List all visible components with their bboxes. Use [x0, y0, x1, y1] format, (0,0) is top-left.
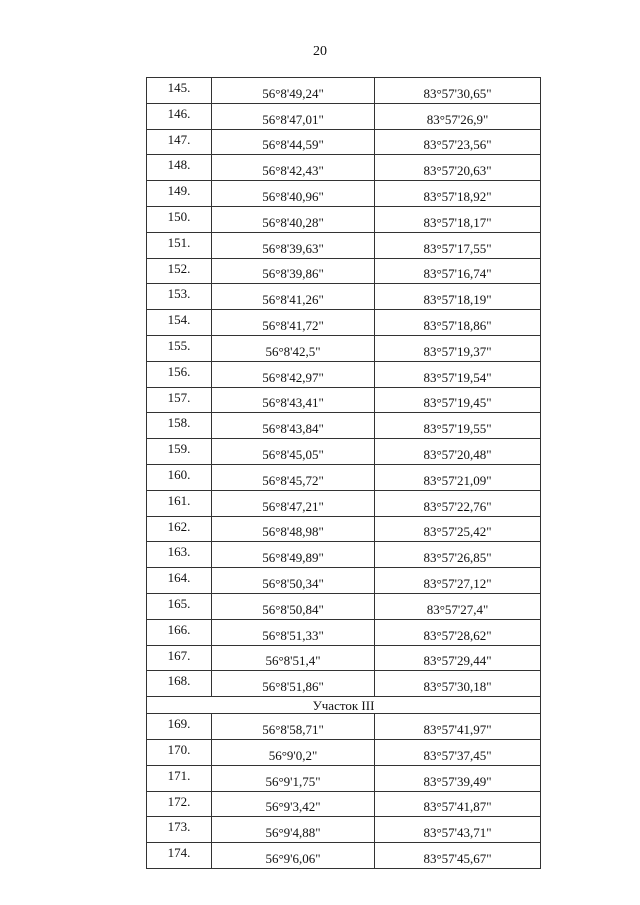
point-number: 169.	[147, 714, 212, 740]
latitude-cell: 56°8'51,86"	[212, 671, 375, 697]
latitude-cell: 56°8'42,97"	[212, 361, 375, 387]
latitude-cell: 56°9'0,2"	[212, 739, 375, 765]
table-row	[147, 284, 541, 310]
point-number: 154.	[147, 310, 212, 336]
point-number: 146.	[147, 103, 212, 129]
table-row	[147, 413, 541, 439]
table-row	[147, 464, 541, 490]
table-row	[147, 568, 541, 594]
longitude-cell: 83°57'28,62"	[375, 619, 541, 645]
table-row	[147, 619, 541, 645]
longitude-cell: 83°57'39,49"	[375, 765, 541, 791]
point-number: 170.	[147, 739, 212, 765]
latitude-cell: 56°8'49,89"	[212, 542, 375, 568]
longitude-cell: 83°57'20,63"	[375, 155, 541, 181]
latitude-cell: 56°8'51,33"	[212, 619, 375, 645]
table-row	[147, 258, 541, 284]
point-number: 160.	[147, 464, 212, 490]
page-number: 20	[313, 44, 327, 59]
point-number: 164.	[147, 568, 212, 594]
latitude-cell: 56°8'49,24"	[212, 78, 375, 104]
latitude-cell: 56°8'48,98"	[212, 516, 375, 542]
latitude-cell: 56°9'4,88"	[212, 817, 375, 843]
point-number: 147.	[147, 129, 212, 155]
point-number: 159.	[147, 439, 212, 465]
table-row	[147, 817, 541, 843]
coordinates-table-body	[147, 78, 541, 869]
longitude-cell: 83°57'19,45"	[375, 387, 541, 413]
latitude-cell: 56°8'41,72"	[212, 310, 375, 336]
table-row	[147, 129, 541, 155]
longitude-cell: 83°57'18,86"	[375, 310, 541, 336]
table-row	[147, 335, 541, 361]
longitude-cell: 83°57'21,09"	[375, 464, 541, 490]
table-row	[147, 155, 541, 181]
longitude-cell: 83°57'23,56"	[375, 129, 541, 155]
table-row	[147, 103, 541, 129]
point-number: 173.	[147, 817, 212, 843]
point-number: 167.	[147, 645, 212, 671]
longitude-cell: 83°57'27,12"	[375, 568, 541, 594]
point-number: 165.	[147, 593, 212, 619]
point-number: 166.	[147, 619, 212, 645]
table-row	[147, 765, 541, 791]
table-row	[147, 739, 541, 765]
table-row	[147, 310, 541, 336]
point-number: 145.	[147, 78, 212, 104]
longitude-cell: 83°57'37,45"	[375, 739, 541, 765]
table-row	[147, 361, 541, 387]
longitude-cell: 83°57'41,87"	[375, 791, 541, 817]
table-row	[147, 714, 541, 740]
latitude-cell: 56°8'39,86"	[212, 258, 375, 284]
latitude-cell: 56°9'1,75"	[212, 765, 375, 791]
point-number: 163.	[147, 542, 212, 568]
longitude-cell: 83°57'27,4"	[375, 593, 541, 619]
point-number: 155.	[147, 335, 212, 361]
point-number: 174.	[147, 843, 212, 869]
latitude-cell: 56°8'42,43"	[212, 155, 375, 181]
point-number: 158.	[147, 413, 212, 439]
table-row	[147, 671, 541, 697]
point-number: 151.	[147, 232, 212, 258]
point-number: 162.	[147, 516, 212, 542]
longitude-cell: 83°57'18,19"	[375, 284, 541, 310]
table-row	[147, 791, 541, 817]
latitude-cell: 56°8'47,01"	[212, 103, 375, 129]
point-number: 161.	[147, 490, 212, 516]
table-row	[147, 542, 541, 568]
longitude-cell: 83°57'17,55"	[375, 232, 541, 258]
longitude-cell: 83°57'18,17"	[375, 206, 541, 232]
point-number: 171.	[147, 765, 212, 791]
latitude-cell: 56°8'39,63"	[212, 232, 375, 258]
longitude-cell: 83°57'29,44"	[375, 645, 541, 671]
point-number: 168.	[147, 671, 212, 697]
point-number: 148.	[147, 155, 212, 181]
longitude-cell: 83°57'19,54"	[375, 361, 541, 387]
table-row	[147, 78, 541, 104]
latitude-cell: 56°8'51,4"	[212, 645, 375, 671]
latitude-cell: 56°8'44,59"	[212, 129, 375, 155]
table-row	[147, 843, 541, 869]
longitude-cell: 83°57'30,65"	[375, 78, 541, 104]
latitude-cell: 56°8'41,26"	[212, 284, 375, 310]
table-row	[147, 593, 541, 619]
table-row	[147, 645, 541, 671]
latitude-cell: 56°8'50,34"	[212, 568, 375, 594]
latitude-cell: 56°8'50,84"	[212, 593, 375, 619]
table-row	[147, 439, 541, 465]
table-row	[147, 206, 541, 232]
point-number: 153.	[147, 284, 212, 310]
longitude-cell: 83°57'43,71"	[375, 817, 541, 843]
latitude-cell: 56°8'45,72"	[212, 464, 375, 490]
point-number: 152.	[147, 258, 212, 284]
latitude-cell: 56°8'45,05"	[212, 439, 375, 465]
section-header-row	[147, 697, 541, 714]
latitude-cell: 56°8'43,84"	[212, 413, 375, 439]
table-row	[147, 387, 541, 413]
latitude-cell: 56°8'47,21"	[212, 490, 375, 516]
longitude-cell: 83°57'41,97"	[375, 714, 541, 740]
table-row	[147, 232, 541, 258]
latitude-cell: 56°8'40,28"	[212, 206, 375, 232]
longitude-cell: 83°57'26,9"	[375, 103, 541, 129]
latitude-cell: 56°9'6,06"	[212, 843, 375, 869]
point-number: 157.	[147, 387, 212, 413]
point-number: 156.	[147, 361, 212, 387]
latitude-cell: 56°8'43,41"	[212, 387, 375, 413]
table-row	[147, 181, 541, 207]
longitude-cell: 83°57'45,67"	[375, 843, 541, 869]
longitude-cell: 83°57'19,55"	[375, 413, 541, 439]
coordinates-table	[146, 77, 541, 869]
section-title: Участок III	[147, 697, 541, 714]
longitude-cell: 83°57'20,48"	[375, 439, 541, 465]
table-row	[147, 490, 541, 516]
point-number: 172.	[147, 791, 212, 817]
point-number: 149.	[147, 181, 212, 207]
longitude-cell: 83°57'22,76"	[375, 490, 541, 516]
longitude-cell: 83°57'18,92"	[375, 181, 541, 207]
table-row	[147, 516, 541, 542]
longitude-cell: 83°57'30,18"	[375, 671, 541, 697]
latitude-cell: 56°8'58,71"	[212, 714, 375, 740]
longitude-cell: 83°57'25,42"	[375, 516, 541, 542]
point-number: 150.	[147, 206, 212, 232]
longitude-cell: 83°57'26,85"	[375, 542, 541, 568]
longitude-cell: 83°57'19,37"	[375, 335, 541, 361]
longitude-cell: 83°57'16,74"	[375, 258, 541, 284]
latitude-cell: 56°9'3,42"	[212, 791, 375, 817]
latitude-cell: 56°8'40,96"	[212, 181, 375, 207]
latitude-cell: 56°8'42,5"	[212, 335, 375, 361]
